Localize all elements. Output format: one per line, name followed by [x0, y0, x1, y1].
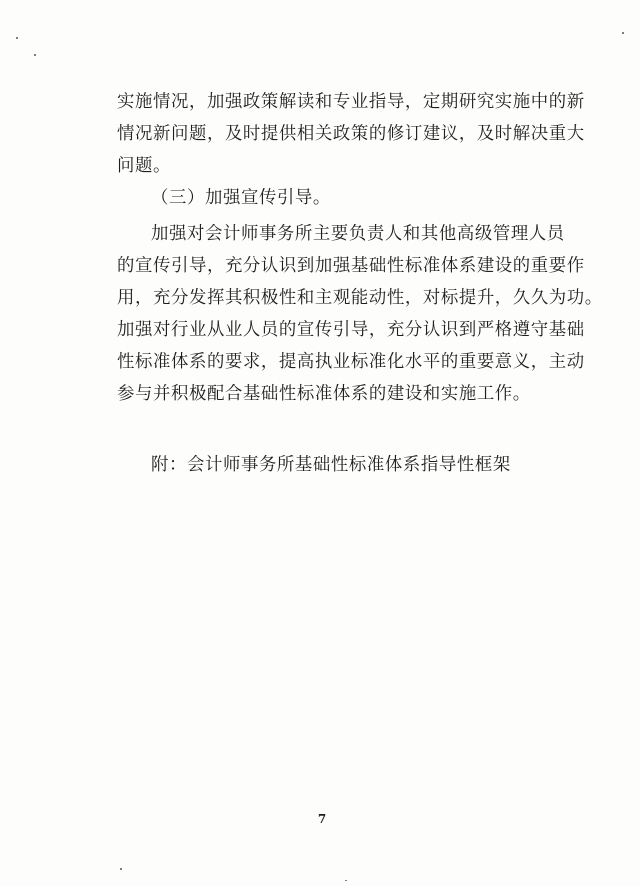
text-line: 性标准体系的要求，提高执业标准化水平的重要意义，主动 — [117, 352, 585, 372]
scan-speck — [120, 868, 122, 870]
text-line: 加强对会计师事务所主要负责人和其他高级管理人员 — [151, 224, 565, 244]
paragraph-implementation — [117, 86, 585, 182]
section-heading — [117, 182, 547, 214]
text-line: 用，充分发挥其积极性和主观能动性，对标提升，久久为功。 — [117, 288, 603, 308]
scan-speck — [34, 54, 36, 56]
scan-speck — [345, 880, 347, 881]
text-line: 的宣传引导，充分认识到加强基础性标准体系建设的重要作 — [117, 256, 585, 276]
text-line: 情况新问题，及时提供相关政策的修订建议，及时解决重大 — [117, 124, 585, 144]
paragraph-publicity — [117, 218, 603, 410]
text-line: 加强对行业从业人员的宣传引导，充分认识到严格遵守基础 — [117, 320, 585, 340]
text-line: 问题。 — [117, 156, 171, 176]
text-line: 参与并积极配合基础性标准体系的建设和实施工作。 — [117, 384, 531, 404]
attachment-note: 附：会计师事务所基础性标准体系指导性框架 — [151, 455, 511, 475]
scan-speck — [16, 37, 18, 39]
section-heading-text: （三）加强宣传引导。 — [151, 188, 331, 208]
scan-speck — [622, 32, 624, 34]
text-line: 实施情况，加强政策解读和专业指导，定期研究实施中的新 — [117, 92, 585, 112]
page-number: 7 — [317, 812, 327, 826]
